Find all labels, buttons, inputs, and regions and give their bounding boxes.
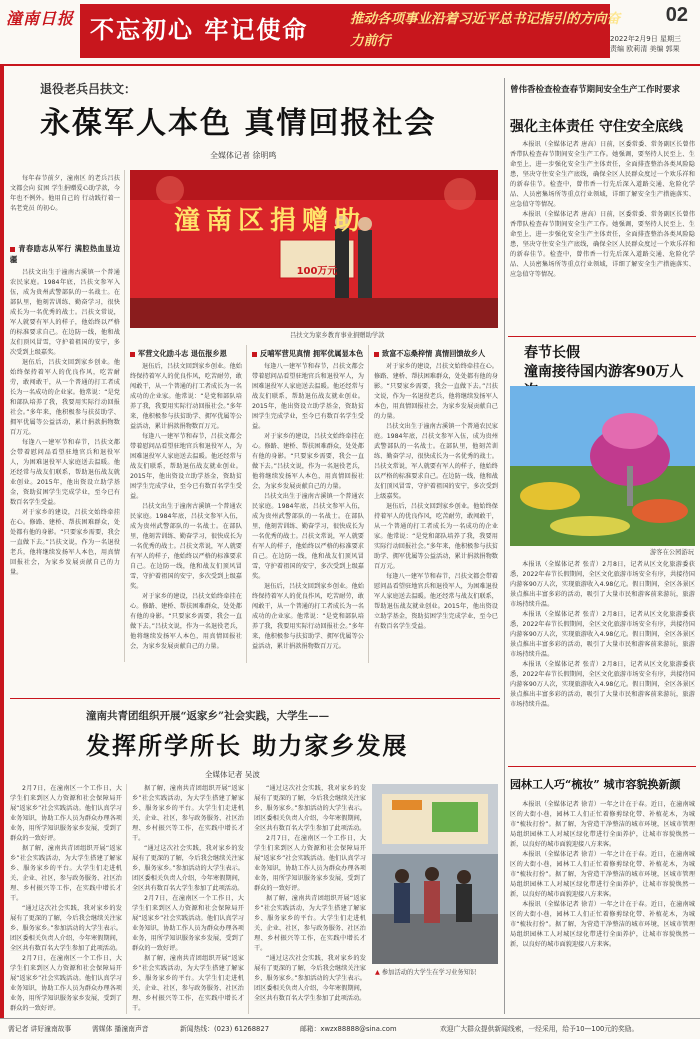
paragraph: 吕扶文出生于潼南古溪镇一个普通农民家庭。1984年底，吕扶文参军入伍，成为贵州武警部队的一名战士。在部队里，他刻苦训练、勤奋学习，很快成长为一名优秀的战士。吕扶文常说，军人就要有军人的样子，他始终以严格的标准要求自己。在边防一线，他和战友们顶风冒雪，守护着祖国的安宁，多次受到上级嘉奖。 (374, 423, 498, 500)
column-divider (368, 345, 369, 663)
story1-headline: 永葆军人本色 真情回报社会 (40, 106, 437, 141)
slogan-sub: 推动各项事业沿着习近平总书记指引的方向奋力前行 (350, 11, 620, 49)
section-title: 致富不忘桑梓情 真情回馈故乡人 (374, 348, 498, 359)
story1-col3 (252, 345, 364, 663)
paragraph: 每逢八一建军节和春节，吕扶文都会带着慰问品看望驻地官兵和退役军人，为困难退役军人家庭送去温暖。他还经常与战友们联系，帮助退伍战友就业创业。2015年，他出资设立助学基金，资助贫困学生完成学业，至今已有数百名学生受益。 (10, 439, 120, 506)
paragraph: “通过这次社会实践，我对家乡的发展有了更深的了解，今后我会继续关注家乡、服务家乡。”参加活动的大学生表示。团区委相关负责人介绍，今年寒假期间，全区共有数百名大学生参加了此项活动。 (132, 845, 244, 892)
photo-banner-text: 潼南区捐赠助 (174, 206, 367, 236)
square-bullet-icon (374, 352, 379, 357)
story1-photo-caption: 吕扶文为家乡教育事业捐赠助学款 (290, 332, 385, 339)
column-divider (126, 784, 127, 1014)
right3-headline: 园林工人巧“梳妆” 城市容貌换新颜 (510, 778, 681, 791)
triangle-marker-icon: ▲ (375, 969, 380, 976)
footer-email: 邮箱：xwzx88888@sina.com (300, 1025, 397, 1033)
square-bullet-icon (130, 352, 135, 357)
story1-byline: 全媒体记者 徐明鸣 (210, 151, 277, 160)
paragraph: 吕扶文出生于潼南古溪镇一个普通农民家庭。1984年底，吕扶文参军入伍，成为贵州武警部队的一名战士。在部队里，他刻苦训练、勤奋学习，很快成长为一名优秀的战士。吕扶文常说，军人就要有军人的样子，他始终以严格的标准要求自己。在边防一线，他和战友们顶风冒雪，守护着祖国的安宁，多次受到上级嘉奖。 (130, 503, 242, 590)
paragraph: 对于家乡的建设，吕扶文始终牵挂在心。修路、建桥、帮扶困难群众，处处都有他的身影。“只要家乡需要，我会一直做下去。”吕扶文说，作为一名退役老兵，他将继续发扬军人本色，用真情回报社会，为家乡发展贡献自己的力量。 (10, 509, 120, 576)
square-bullet-icon (10, 247, 15, 252)
section-title: 反哺军营见真情 拥军优属显本色 (252, 348, 364, 359)
column-divider (124, 170, 125, 662)
story1-col2 (130, 345, 242, 663)
paragraph: 本报讯（全媒体记者 唐高）日前，区委常委、常务副区长曾伟香带队检查春节期间安全生产工作。她强调，要坚持人民至上、生命至上，进一步强化安全生产主体责任，全面排查整治各类风险隐患，坚决守住安全生产底线，确保全区人民群众度过一个欢乐祥和的新春佳节。检查中，曾伟香一行先后深入道路交通、危险化学品、人员密集场所等重点行业领域，详细了解安全生产措施落实、应急值守等情况。 (510, 141, 695, 208)
paragraph: 对于家乡的建设，吕扶文始终牵挂在心。修路、建桥、帮扶困难群众，处处都有他的身影。“只要家乡需要，我会一直做下去。”吕扶文说，作为一名退役老兵，他将继续发扬军人本色，用真情回报社会，为家乡发展贡献自己的力量。 (374, 363, 498, 420)
square-bullet-icon (252, 352, 257, 357)
paragraph: 2月7日，在潼南区一个工作日，大学生们来到区人力资源和社会保障局开展“返家乡”社会实践活动。他们认真学习业务知识，协助工作人员为群众办理各项业务，用所学知识服务家乡发展，受到了群众的一致好评。 (254, 835, 366, 892)
dateline (610, 34, 700, 54)
story2-photo (372, 784, 498, 964)
right1-headline: 强化主体责任 守住安全底线 (510, 119, 683, 135)
editors: 责编 欧莉清 美编 郭果 (610, 45, 680, 53)
masthead (0, 0, 700, 66)
paragraph: 退伍后，吕扶文回到家乡创业。他始终保持着军人的优良作风，吃苦耐劳，敢闯敢干，从一个普通的打工者成长为一名成功的企业家。他常说：“是党和部队培养了我，我要用实际行动回报社会。”多年来，他积极参与扶贫助学、拥军优属等公益活动，累计捐款捐物数百万元。 (10, 359, 120, 436)
page-number: 02 (665, 4, 688, 26)
paragraph: 对于家乡的建设，吕扶文始终牵挂在心。修路、建桥、帮扶困难群众，处处都有他的身影。“只要家乡需要，我会一直做下去。”吕扶文说，作为一名退役老兵，他将继续发扬军人本色，用真情回报社会，为家乡发展贡献自己的力量。 (130, 593, 242, 650)
column-divider (246, 345, 247, 663)
paragraph: 据了解，潼南共青团组织开展“返家乡”社会实践活动，为大学生搭建了解家乡、服务家乡的平台。大学生们走进机关、企业、社区，参与政务服务、社区治理、乡村振兴等工作，在实践中增长才干。 (10, 845, 122, 902)
right2-photo-caption: 游客在公园游玩 (650, 549, 695, 556)
paragraph: 据了解，潼南共青团组织开展“返家乡”社会实践活动，为大学生搭建了解家乡、服务家乡的平台。大学生们走进机关、企业、社区，参与政务服务、社区治理、乡村振兴等工作，在实践中增长才干。 (132, 785, 244, 842)
footer-slogan-center: 需媒体 播潼南声音 (92, 1025, 149, 1033)
section-title: 军营文化励斗志 退伍报乡恩 (130, 348, 242, 359)
caption-text: 参加活动的大学生在学习业务知识 (381, 969, 477, 976)
right-column-divider (504, 78, 505, 1014)
park-scene-image (510, 386, 695, 546)
donation-ceremony-image (130, 170, 498, 328)
story2-byline: 全媒体记者 吴波 (205, 770, 260, 779)
right2-body (510, 560, 695, 760)
story1-lead (10, 174, 120, 234)
paragraph: 退伍后，吕扶文回到家乡创业。他始终保持着军人的优良作风，吃苦耐劳，敢闯敢干，从一个普通的打工者成长为一名成功的企业家。他常说：“是党和部队培养了我，我要用实际行动回报社会。”多年来，他积极参与扶贫助学、拥军优属等公益活动，累计捐款捐物数百万元。 (252, 583, 364, 650)
paragraph: 本报讯（全媒体记者 徐青）一年之计在于春。近日，在潼南城区的大街小巷，园林工人们正忙着修剪绿化带、补植花木，为城市“梳妆打扮”。据了解，为营造干净整洁的城市环境，区城市管理局组织园林工人对城区绿化带进行全面养护，让城市容貌焕然一新，以良好的城市面貌迎接八方来客。 (510, 801, 695, 848)
story2-headline: 发挥所学所长 助力家乡发展 (86, 731, 409, 760)
section-divider (508, 766, 696, 767)
right3-body (510, 800, 695, 1014)
right1-kicker: 曾伟香检查检查春节期间安全生产工作时要求 (510, 85, 681, 95)
date: 2022年2月9日 星期三 (610, 35, 681, 43)
paragraph: 2月7日，在潼南区一个工作日，大学生们来到区人力资源和社会保障局开展“返家乡”社会实践活动。他们认真学习业务知识，协助工作人员为群众办理各项业务，用所学知识服务家乡发展，受到了群众的一致好评。 (132, 895, 244, 952)
paragraph: “通过这次社会实践，我对家乡的发展有了更深的了解，今后我会继续关注家乡、服务家乡。”参加活动的大学生表示。团区委相关负责人介绍，今年寒假期间，全区共有数百名大学生参加了此项活动。 (10, 905, 122, 952)
slogan-main: 不忘初心 牢记使命 (90, 15, 309, 44)
paragraph: 本报讯（全媒体记者 张青）2月8日，记者从区文化旅游委获悉，2022年春节长假期间，全区文化旅游市场安全有序，共接待国内游客90万人次，实现旅游收入4.98亿元。假日期间，全区各景区景点推出丰富多彩的活动，吸引了大量市民和游客前来游玩，旅游市场持续升温。 (510, 661, 695, 708)
paragraph: 吕扶文出生于潼南古溪镇一个普通农民家庭。1984年底，吕扶文参军入伍，成为贵州武警部队的一名战士。在部队里，他刻苦训练、勤奋学习，很快成长为一名优秀的战士。吕扶文常说，军人就要有军人的样子，他始终以严格的标准要求自己。在边防一线，他和战友们顶风冒雪，守护着祖国的安宁，多次受到上级嘉奖。 (10, 269, 120, 356)
photo-amount: 100万元 (296, 266, 338, 277)
story2-col1 (10, 784, 122, 1014)
right1-body (510, 140, 695, 330)
paragraph: “通过这次社会实践，我对家乡的发展有了更深的了解，今后我会继续关注家乡、服务家乡。”参加活动的大学生表示。团区委相关负责人介绍，今年寒假期间，全区共有数百名大学生参加了此项活动。 (254, 785, 366, 832)
column-divider (248, 784, 249, 1014)
section-title: 青春励志从军行 满腔热血显边疆 (10, 244, 120, 264)
footer-hotline: 新闻热线：(023) 61268827 (180, 1025, 270, 1033)
paragraph: 据了解，潼南共青团组织开展“返家乡”社会实践活动，为大学生搭建了解家乡、服务家乡的平台。大学生们走进机关、企业、社区，参与政务服务、社区治理、乡村振兴等工作，在实践中增长才干。 (132, 955, 244, 1012)
newspaper-logo: 潼南日报 (6, 9, 75, 28)
paragraph: 每逢八一建军节和春节，吕扶文都会带着慰问品看望驻地官兵和退役军人，为困难退役军人家庭送去温暖。他还经常与战友们联系，帮助退伍战友就业创业。2015年，他出资设立助学基金，资助贫困学生完成学业，至今已有数百名学生受益。 (374, 573, 498, 630)
paragraph: 本报讯（全媒体记者 徐青）一年之计在于春。近日，在潼南城区的大街小巷，园林工人们正忙着修剪绿化带、补植花木，为城市“梳妆打扮”。据了解，为营造干净整洁的城市环境，区城市管理局组织园林工人对城区绿化带进行全面养护，让城市容貌焕然一新，以良好的城市面貌迎接八方来客。 (510, 901, 695, 948)
section-divider (508, 336, 696, 337)
paragraph: 本报讯（全媒体记者 徐青）一年之计在于春。近日，在潼南城区的大街小巷，园林工人们正忙着修剪绿化带、补植花木，为城市“梳妆打扮”。据了解，为营造干净整洁的城市环境，区城市管理局组织园林工人对城区绿化带进行全面养护，让城市容貌焕然一新，以良好的城市面貌迎接八方来客。 (510, 851, 695, 898)
paragraph: 2月7日，在潼南区一个工作日，大学生们来到区人力资源和社会保障局开展“返家乡”社会实践活动。他们认真学习业务知识，协助工作人员为群众办理各项业务，用所学知识服务家乡发展，受到了群众的一致好评。 (10, 785, 122, 842)
paragraph: 对于家乡的建设，吕扶文始终牵挂在心。修路、建桥、帮扶困难群众，处处都有他的身影。“只要家乡需要，我会一直做下去。”吕扶文说，作为一名退役老兵，他将继续发扬军人本色，用真情回报社会，为家乡发展贡献自己的力量。 (252, 433, 364, 490)
story1-col4 (374, 345, 498, 663)
paragraph: 2月7日，在潼南区一个工作日，大学生们来到区人力资源和社会保障局开展“返家乡”社会实践活动。他们认真学习业务知识，协助工作人员为群众办理各项业务，用所学知识服务家乡发展，受到了群众的一致好评。 (10, 955, 122, 1012)
story2-col3 (254, 784, 366, 1014)
paragraph: 退伍后，吕扶文回到家乡创业。他始终保持着军人的优良作风，吃苦耐劳，敢闯敢干，从一个普通的打工者成长为一名成功的企业家。他常说：“是党和部队培养了我，我要用实际行动回报社会。”多年来，他积极参与扶贫助学、拥军优属等公益活动，累计捐款捐物数百万元。 (130, 363, 242, 430)
paragraph: 每逢八一建军节和春节，吕扶文都会带着慰问品看望驻地官兵和退役军人，为困难退役军人家庭送去温暖。他还经常与战友们联系，帮助退伍战友就业创业。2015年，他出资设立助学基金，资助贫困学生完成学业，至今已有数百名学生受益。 (130, 433, 242, 500)
lead-paragraph: 每年春节前夕，潼南区 的老兵吕扶文都会向 贫困 学生捐赠爱心助学款，今 年也不例外。他用自己的 行动践行着一名老党员 的初心。 (10, 175, 120, 212)
footer-slogan-left: 需记者 讲好潼南故事 (8, 1025, 72, 1033)
paragraph: 每逢八一建军节和春节，吕扶文都会带着慰问品看望驻地官兵和退役军人，为困难退役军人家庭送去温暖。他还经常与战友们联系，帮助退伍战友就业创业。2015年，他出资设立助学基金，资助贫困学生完成学业，至今已有数百名学生受益。 (252, 363, 364, 430)
section-divider (10, 698, 500, 699)
masthead-rule (0, 64, 700, 66)
students-office-image (372, 784, 498, 964)
paragraph: 退伍后，吕扶文回到家乡创业。他始终保持着军人的优良作风，吃苦耐劳，敢闯敢干，从一个普通的打工者成长为一名成功的企业家。他常说：“是党和部队培养了我，我要用实际行动回报社会。”多年来，他积极参与扶贫助学、拥军优属等公益活动，累计捐款捐物数百万元。 (374, 503, 498, 570)
paragraph: 本报讯（全媒体记者 张青）2月8日，记者从区文化旅游委获悉，2022年春节长假期间，全区文化旅游市场安全有序，共接待国内游客90万人次，实现旅游收入4.98亿元。假日期间，全区各景区景点推出丰富多彩的活动，吸引了大量市民和游客前来游玩，旅游市场持续升温。 (510, 611, 695, 658)
footer-tipline: 欢迎广大群众提供新闻线索，一经采用，给予10—100元的奖励。 (440, 1025, 639, 1033)
paragraph: 吕扶文出生于潼南古溪镇一个普通农民家庭。1984年底，吕扶文参军入伍，成为贵州武警部队的一名战士。在部队里，他刻苦训练、勤奋学习，很快成长为一名优秀的战士。吕扶文常说，军人就要有军人的样子，他始终以严格的标准要求自己。在边防一线，他和战友们顶风冒雪，守护着祖国的安宁，多次受到上级嘉奖。 (252, 493, 364, 580)
paragraph: 本报讯（全媒体记者 唐高）日前，区委常委、常务副区长曾伟香带队检查春节期间安全生产工作。她强调，要坚持人民至上、生命至上，进一步强化安全生产主体责任，全面排查整治各类风险隐患，坚决守住安全生产底线，确保全区人民群众度过一个欢乐祥和的新春佳节。检查中，曾伟香一行先后深入道路交通、危险化学品、人员密集场所等重点行业领域，详细了解安全生产措施落实、应急值守等情况。 (510, 211, 695, 278)
story2-col2 (132, 784, 244, 1014)
story1-kicker: 退役老兵吕扶文： (40, 82, 137, 96)
right2-headline: 春节长假 潼南接待国内游客90万人 (524, 345, 684, 380)
left-accent-bar (0, 66, 4, 1018)
paragraph: “通过这次社会实践，我对家乡的发展有了更深的了解，今后我会继续关注家乡、服务家乡。”参加活动的大学生表示。团区委相关负责人介绍，今年寒假期间，全区共有数百名大学生参加了此项活动。 (254, 955, 366, 1002)
story1-col1 (10, 240, 120, 660)
story1-photo (130, 170, 498, 328)
paragraph: 本报讯（全媒体记者 张青）2月8日，记者从区文化旅游委获悉，2022年春节长假期间，全区文化旅游市场安全有序，共接待国内游客90万人次，实现旅游收入4.98亿元。假日期间，全区各景区景点推出丰富多彩的活动，吸引了大量市民和游客前来游玩，旅游市场持续升温。 (510, 561, 695, 608)
story2-kicker: 潼南共青团组织开展“返家乡”社会实践，大学生—— (86, 710, 330, 722)
footer (0, 1018, 700, 1039)
right2-photo (510, 386, 695, 546)
story2-photo-caption (375, 968, 495, 977)
paragraph: 据了解，潼南共青团组织开展“返家乡”社会实践活动，为大学生搭建了解家乡、服务家乡的平台。大学生们走进机关、企业、社区，参与政务服务、社区治理、乡村振兴等工作，在实践中增长才干。 (254, 895, 366, 952)
